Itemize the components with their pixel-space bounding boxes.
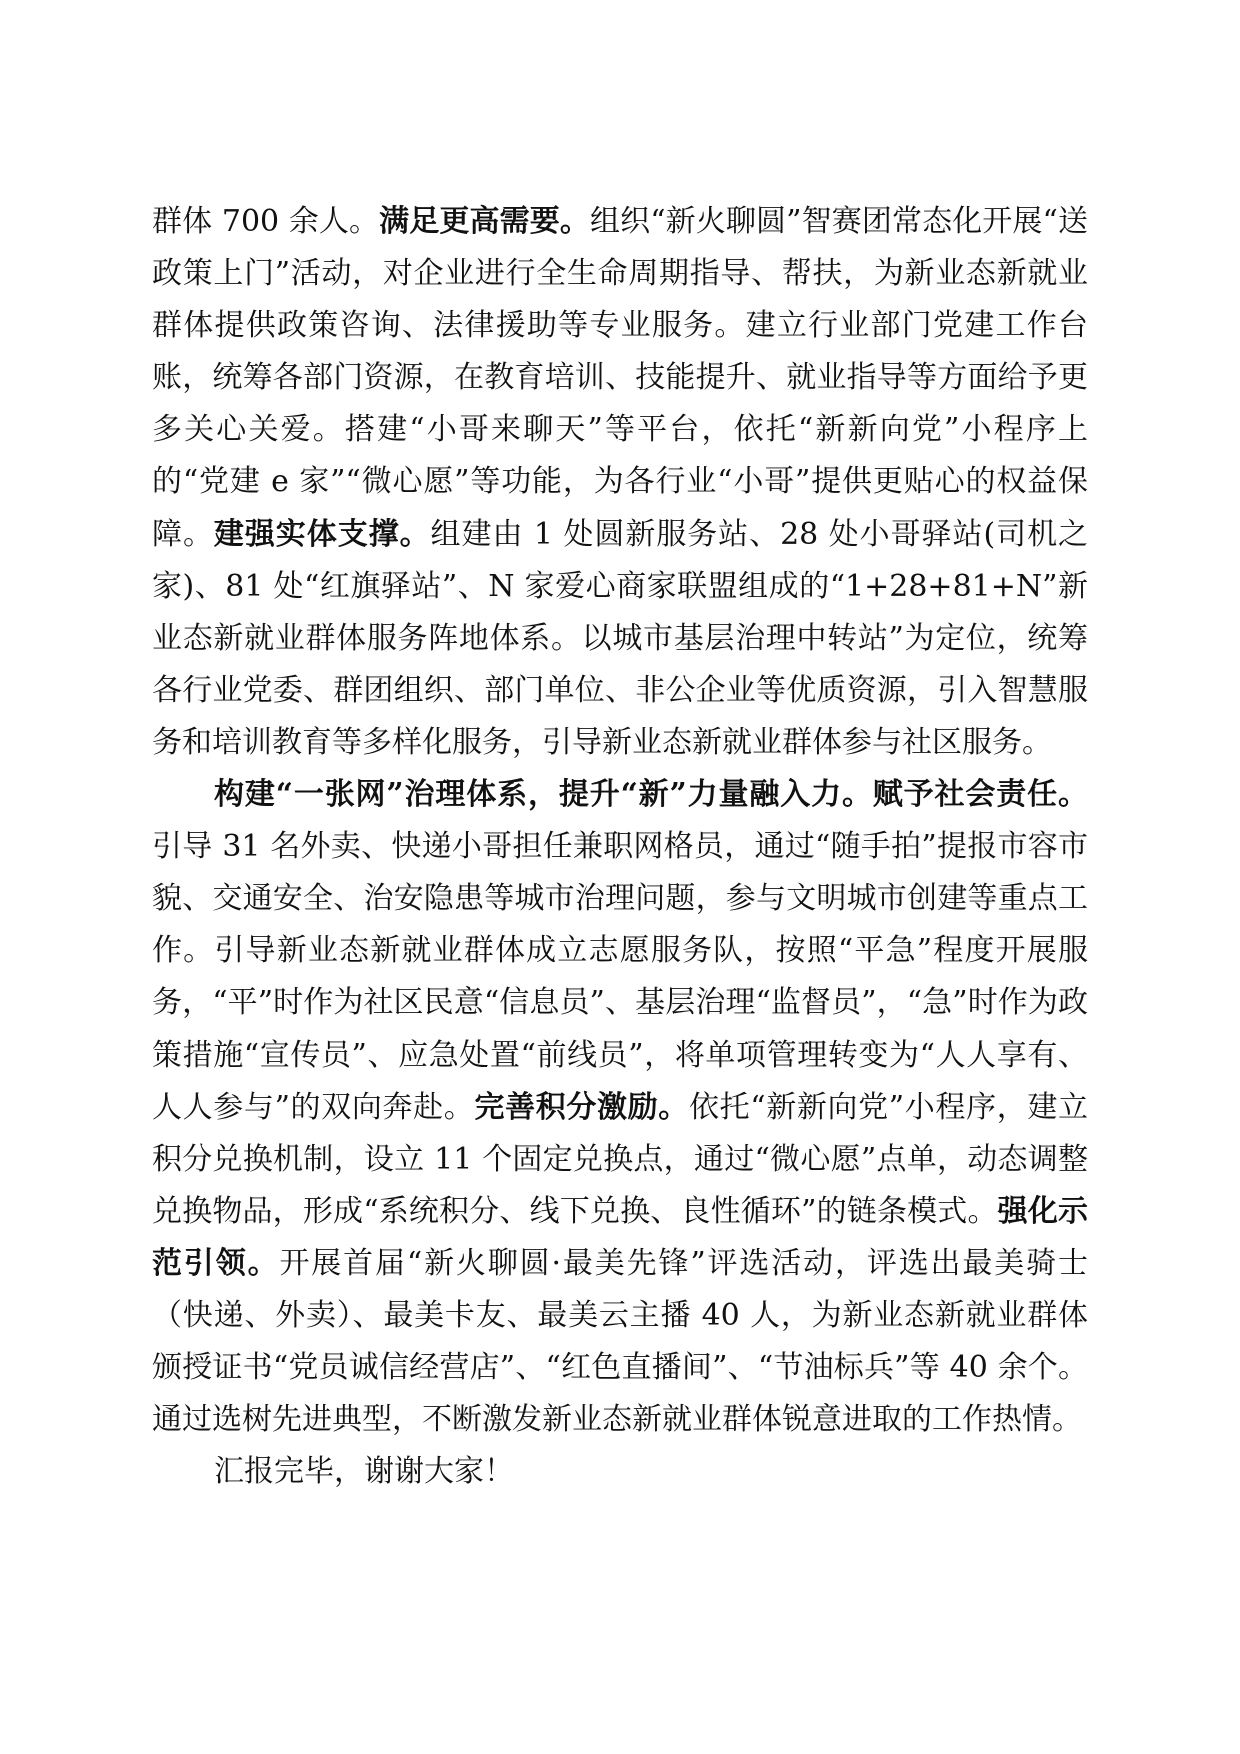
heading-run: 强化示范引领。 — [152, 1193, 1088, 1281]
paragraph-3 — [152, 1446, 1088, 1498]
heading-run: 满足更高需要。 — [379, 204, 590, 239]
text-run: 开展首届“新火聊圆·最美先锋”评选活动，评选出最美骑士（快递、外卖）、最美卡友、最美云主播 40 人，为新业态新就业群体颁授证书“党员诚信经营店”、“红色直播间”、“节油标兵”等 40 余个。通过选树先进典型，不断激发新业态新就业群体锐意进取的工作热情。 — [152, 1245, 1088, 1438]
body-text — [152, 196, 1088, 1498]
text-run: 组建由 1 处圆新服务站、28 处小哥驿站(司机之家)、81 处“红旗驿站”、N 家爱心商家联盟组成的“1+28+81+N”新业态新就业群体服务阵地体系。以城市基层治理中转站”为定位，统筹各行业党委、群团组织、部门单位、非公企业等优质资源，引入智慧服务和培训教育等多样化服务，引导新业态新就业群体参与社区服务。 — [152, 516, 1089, 760]
text-run: 依托“新新向党”小程序，建立积分兑换机制，设立 11 个固定兑换点，通过“微心愿”点单，动态调整兑换物品，形成“系统积分、线下兑换、良性循环”的链条模式。 — [152, 1089, 1089, 1229]
heading-run: 完善积分激励。 — [474, 1089, 689, 1125]
text-run: 群体 700 余人。 — [152, 204, 380, 239]
heading-run: 建强实体支撑。 — [213, 516, 431, 552]
heading-run: 构建“一张网”治理体系，提升“新”力量融入力。赋予社会责任。 — [214, 777, 1088, 813]
paragraph-2 — [152, 769, 1088, 1446]
text-run: 引导 31 名外卖、快递小哥担任兼职网格员，通过“随手拍”提报市容市貌、交通安全、治安隐患等城市治理问题，参与文明城市创建等重点工作。引导新业态新就业群体成立志愿服务队，按照“平急”程度开展服务，“平”时作为社区民意“信息员”、基层治理“监督员”，“急”时作为政策措施“宣传员”、应急处置“前线员”，将单项管理转变为“人人享有、人人参与”的双向奔赴。 — [152, 829, 1088, 1125]
text-run: 组织“新火聊圆”智赛团常态化开展“送政策上门”活动，对企业进行全生命周期指导、帮扶，为新业态新就业群体提供政策咨询、法律援助等专业服务。建立行业部门党建工作台账，统筹各部门资源，在教育培训、技能提升、就业指导等方面给予更多关心关爱。搭建“小哥来聊天”等平台，依托“新新向党”小程序上的“党建 e 家”“微心愿”等功能，为各行业“小哥”提供更贴心的权益保障。 — [152, 204, 1088, 552]
paragraph-1 — [152, 196, 1088, 769]
closing-text: 汇报完毕，谢谢大家！ — [214, 1454, 514, 1490]
